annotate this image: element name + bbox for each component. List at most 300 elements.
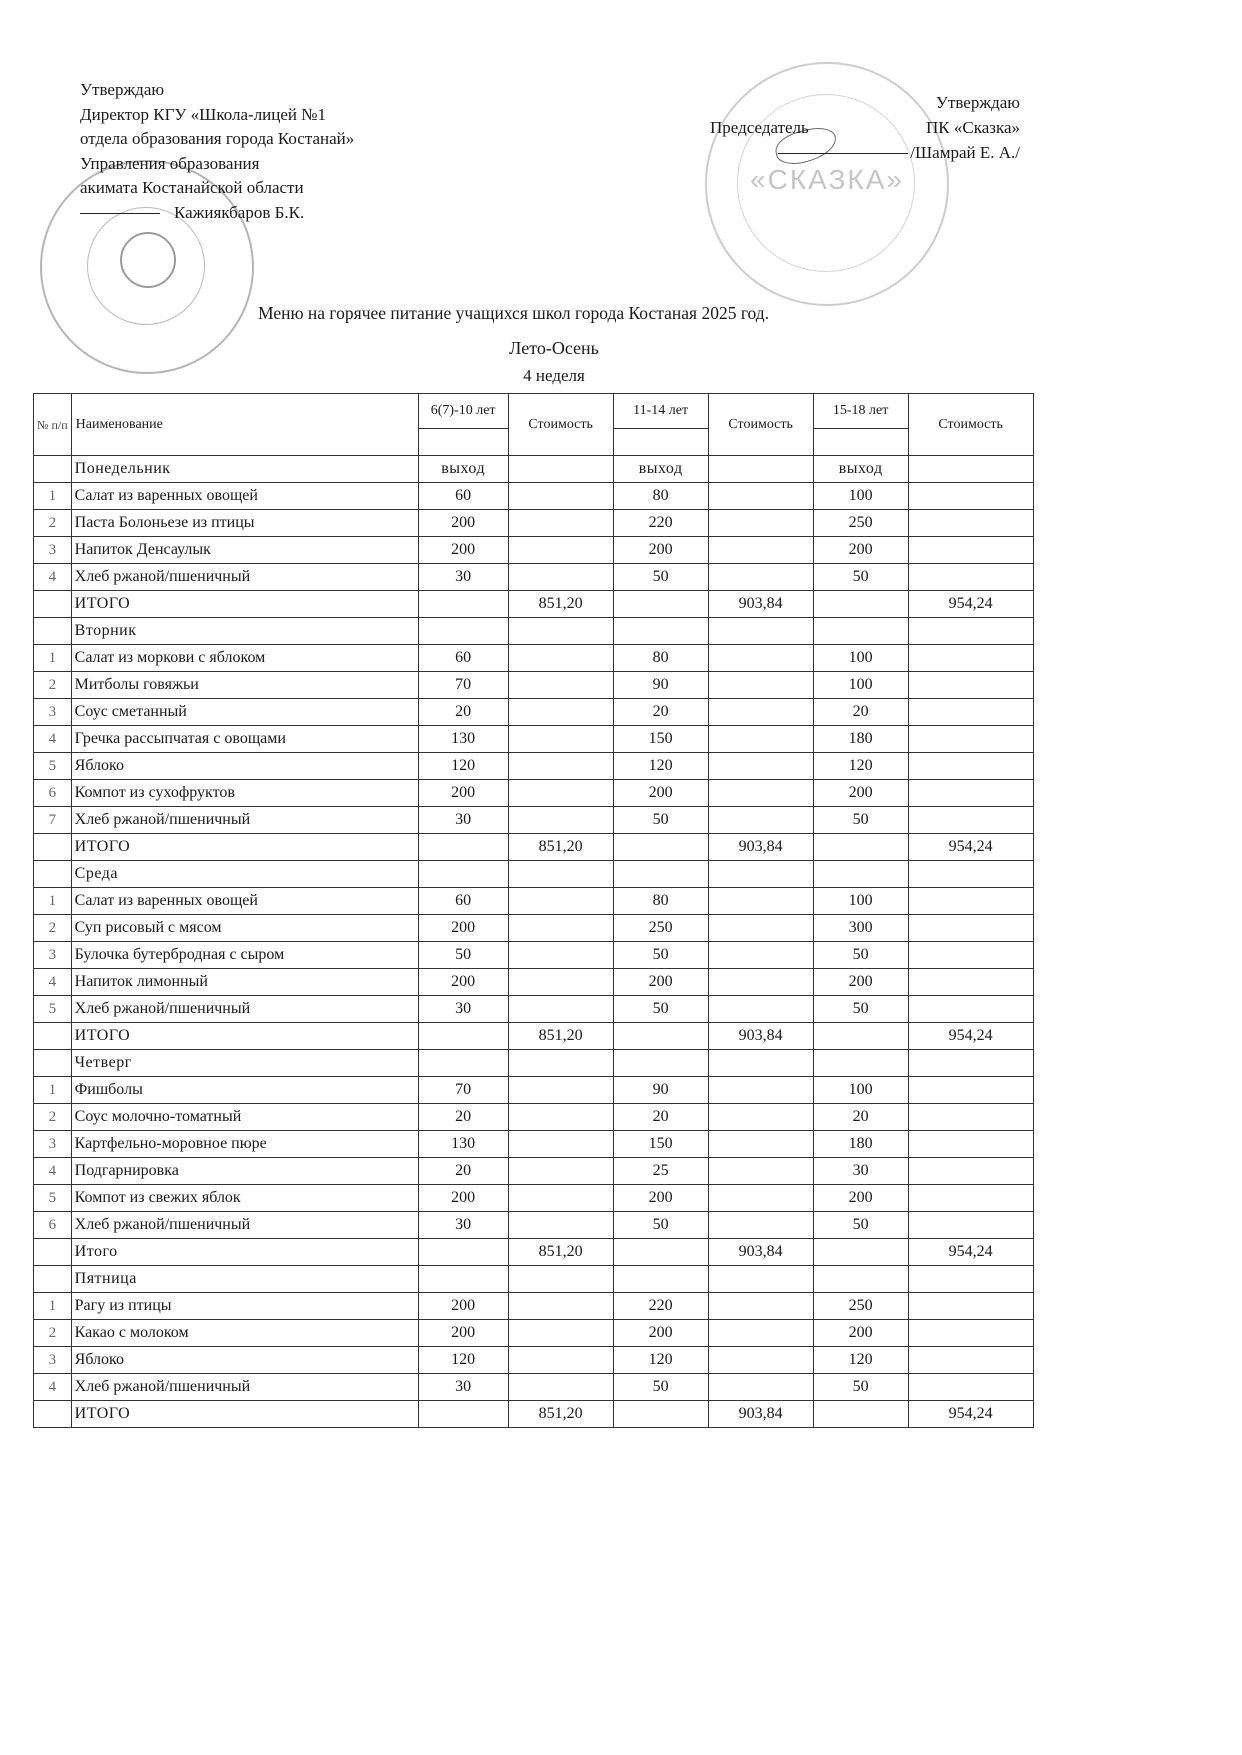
portion-6-10: 60	[418, 888, 508, 915]
total-row	[34, 834, 1034, 861]
total-blank-1	[418, 1401, 508, 1428]
dish-name: Компот из свежих яблок	[71, 1185, 418, 1212]
portion-15-18: 300	[813, 915, 908, 942]
cost-cell-1	[508, 1158, 613, 1185]
item-number: 1	[34, 1293, 72, 1320]
table-row	[34, 1131, 1034, 1158]
portion-11-14: 80	[613, 483, 708, 510]
item-number: 4	[34, 564, 72, 591]
cost-cell-3	[908, 645, 1033, 672]
total-cost-15-18: 954,24	[908, 1023, 1033, 1050]
total-blank-3	[813, 591, 908, 618]
day-num-blank	[34, 456, 72, 483]
portion-6-10: 50	[418, 942, 508, 969]
total-num-blank	[34, 834, 72, 861]
table-row	[34, 753, 1034, 780]
output-label-3	[813, 618, 908, 645]
portion-6-10: 20	[418, 1158, 508, 1185]
cost-cell-1	[508, 753, 613, 780]
item-number: 1	[34, 645, 72, 672]
item-number: 4	[34, 1158, 72, 1185]
portion-11-14: 220	[613, 510, 708, 537]
cost-cell-1	[508, 1293, 613, 1320]
portion-6-10: 200	[418, 780, 508, 807]
item-number: 2	[34, 510, 72, 537]
portion-15-18: 100	[813, 1077, 908, 1104]
portion-6-10: 200	[418, 915, 508, 942]
table-row	[34, 645, 1034, 672]
table-row	[34, 1320, 1034, 1347]
portion-11-14: 200	[613, 1320, 708, 1347]
total-cost-11-14: 903,84	[708, 1023, 813, 1050]
cost-cell-3	[908, 969, 1033, 996]
week-subtitle: 4 неделя	[523, 366, 585, 385]
cost-cell-1	[508, 1104, 613, 1131]
item-number: 3	[34, 1347, 72, 1374]
dish-name: Подгарнировка	[71, 1158, 418, 1185]
position-line	[710, 115, 1020, 140]
cost-blank-1	[508, 1266, 613, 1293]
table-row	[34, 1104, 1034, 1131]
cost-blank-3	[908, 861, 1033, 888]
portion-6-10: 200	[418, 969, 508, 996]
cost-cell-1	[508, 510, 613, 537]
cost-cell-3	[908, 483, 1033, 510]
portion-15-18: 250	[813, 510, 908, 537]
dish-name: Соус молочно-томатный	[71, 1104, 418, 1131]
portion-15-18: 50	[813, 1212, 908, 1239]
total-blank-1	[418, 834, 508, 861]
day-label: Вторник	[71, 618, 418, 645]
table-row	[34, 807, 1034, 834]
portion-15-18: 20	[813, 1104, 908, 1131]
total-blank-2	[613, 1023, 708, 1050]
dish-name: Хлеб ржаной/пшеничный	[71, 996, 418, 1023]
portion-15-18: 200	[813, 1320, 908, 1347]
item-number: 4	[34, 726, 72, 753]
item-number: 4	[34, 969, 72, 996]
table-row	[34, 780, 1034, 807]
header-age-6-10: 6(7)-10 лет	[418, 394, 508, 429]
cost-cell-1	[508, 888, 613, 915]
cost-cell-2	[708, 1320, 813, 1347]
dish-name: Хлеб ржаной/пшеничный	[71, 1212, 418, 1239]
approval-block-director	[80, 78, 354, 225]
dish-name: Соус сметанный	[71, 699, 418, 726]
total-row	[34, 1023, 1034, 1050]
cost-cell-1	[508, 780, 613, 807]
total-cost-11-14: 903,84	[708, 834, 813, 861]
cost-cell-2	[708, 564, 813, 591]
cost-cell-1	[508, 672, 613, 699]
portion-6-10: 70	[418, 1077, 508, 1104]
cost-blank-2	[708, 1266, 813, 1293]
header-age-11-14-blank	[613, 429, 708, 456]
item-number: 1	[34, 483, 72, 510]
total-blank-2	[613, 1239, 708, 1266]
table-row	[34, 510, 1034, 537]
cost-cell-1	[508, 942, 613, 969]
total-blank-1	[418, 1239, 508, 1266]
state-emblem-icon	[120, 232, 176, 288]
portion-15-18: 120	[813, 753, 908, 780]
day-label: Пятница	[71, 1266, 418, 1293]
cost-cell-1	[508, 726, 613, 753]
portion-11-14: 50	[613, 942, 708, 969]
header-cost-1: Стоимость	[508, 394, 613, 456]
dish-name: Паста Болоньезе из птицы	[71, 510, 418, 537]
cost-cell-1	[508, 483, 613, 510]
portion-6-10: 200	[418, 510, 508, 537]
cost-blank-1	[508, 456, 613, 483]
cost-cell-2	[708, 1374, 813, 1401]
output-label-2	[613, 1050, 708, 1077]
cost-cell-2	[708, 1131, 813, 1158]
cost-cell-2	[708, 726, 813, 753]
item-number: 3	[34, 942, 72, 969]
cost-cell-2	[708, 942, 813, 969]
cost-cell-1	[508, 564, 613, 591]
cost-cell-2	[708, 969, 813, 996]
total-blank-3	[813, 1239, 908, 1266]
output-label-2: выход	[613, 456, 708, 483]
total-cost-6-10: 851,20	[508, 1239, 613, 1266]
portion-15-18: 250	[813, 1293, 908, 1320]
portion-11-14: 50	[613, 1374, 708, 1401]
header-name: Наименование	[71, 394, 418, 456]
output-label-1	[418, 861, 508, 888]
table-row	[34, 942, 1034, 969]
total-blank-3	[813, 1023, 908, 1050]
cost-cell-2	[708, 699, 813, 726]
output-label-3	[813, 1266, 908, 1293]
cost-cell-3	[908, 915, 1033, 942]
item-number: 5	[34, 996, 72, 1023]
total-cost-15-18: 954,24	[908, 1239, 1033, 1266]
portion-11-14: 120	[613, 1347, 708, 1374]
portion-6-10: 200	[418, 1320, 508, 1347]
header-num: № п/п	[34, 394, 72, 456]
portion-15-18: 50	[813, 942, 908, 969]
dish-name: Гречка рассыпчатая с овощами	[71, 726, 418, 753]
cost-cell-3	[908, 888, 1033, 915]
portion-6-10: 30	[418, 1374, 508, 1401]
department-line: отдела образования города Костанай»	[80, 129, 355, 148]
cost-cell-2	[708, 645, 813, 672]
table-row	[34, 1212, 1034, 1239]
day-num-blank	[34, 618, 72, 645]
cost-blank-2	[708, 861, 813, 888]
output-label-3: выход	[813, 456, 908, 483]
header-age-15-18: 15-18 лет	[813, 394, 908, 429]
total-label: ИТОГО	[71, 834, 418, 861]
item-number: 6	[34, 780, 72, 807]
portion-11-14: 90	[613, 1077, 708, 1104]
cost-blank-1	[508, 1050, 613, 1077]
cost-cell-1	[508, 1077, 613, 1104]
table-row	[34, 1374, 1034, 1401]
dish-name: Напиток Денсаулык	[71, 537, 418, 564]
total-blank-1	[418, 1023, 508, 1050]
total-label: ИТОГО	[71, 1023, 418, 1050]
item-number: 1	[34, 1077, 72, 1104]
table-row	[34, 1077, 1034, 1104]
day-header-row	[34, 1266, 1034, 1293]
portion-6-10: 130	[418, 726, 508, 753]
cost-blank-3	[908, 1266, 1033, 1293]
portion-15-18: 50	[813, 1374, 908, 1401]
total-cost-11-14: 903,84	[708, 1401, 813, 1428]
day-header-row	[34, 456, 1034, 483]
portion-11-14: 250	[613, 915, 708, 942]
total-num-blank	[34, 1023, 72, 1050]
header-cost-3: Стоимость	[908, 394, 1033, 456]
cost-cell-3	[908, 1293, 1033, 1320]
dish-name: Компот из сухофруктов	[71, 780, 418, 807]
cost-cell-3	[908, 1374, 1033, 1401]
cost-blank-3	[908, 456, 1033, 483]
cost-cell-3	[908, 699, 1033, 726]
cost-cell-3	[908, 1104, 1033, 1131]
total-label: Итого	[71, 1239, 418, 1266]
cost-cell-2	[708, 1077, 813, 1104]
portion-15-18: 200	[813, 537, 908, 564]
cost-cell-2	[708, 1104, 813, 1131]
table-header-row	[34, 394, 1034, 429]
day-header-row	[34, 618, 1034, 645]
portion-6-10: 20	[418, 699, 508, 726]
cost-cell-2	[708, 1185, 813, 1212]
item-number: 1	[34, 888, 72, 915]
cost-blank-2	[708, 1050, 813, 1077]
portion-6-10: 30	[418, 807, 508, 834]
dish-name: Напиток лимонный	[71, 969, 418, 996]
portion-11-14: 200	[613, 537, 708, 564]
cost-cell-3	[908, 1077, 1033, 1104]
header-age-15-18-blank	[813, 429, 908, 456]
cost-cell-2	[708, 996, 813, 1023]
output-label-2	[613, 618, 708, 645]
dish-name: Салат из варенных овощей	[71, 888, 418, 915]
day-label: Среда	[71, 861, 418, 888]
position-label: Председатель	[710, 118, 809, 137]
dish-name: Булочка бутербродная с сыром	[71, 942, 418, 969]
day-header-row	[34, 861, 1034, 888]
portion-6-10: 30	[418, 996, 508, 1023]
portion-15-18: 20	[813, 699, 908, 726]
cost-blank-1	[508, 861, 613, 888]
total-cost-15-18: 954,24	[908, 1401, 1033, 1428]
day-num-blank	[34, 1266, 72, 1293]
total-cost-6-10: 851,20	[508, 1023, 613, 1050]
cost-cell-3	[908, 1320, 1033, 1347]
portion-15-18: 100	[813, 888, 908, 915]
dish-name: Картфельно-моровное пюре	[71, 1131, 418, 1158]
output-label-1	[418, 1050, 508, 1077]
cost-cell-2	[708, 537, 813, 564]
item-number: 6	[34, 1212, 72, 1239]
item-number: 2	[34, 915, 72, 942]
day-header-row	[34, 1050, 1034, 1077]
dish-name: Яблоко	[71, 753, 418, 780]
cost-cell-2	[708, 915, 813, 942]
cost-cell-1	[508, 1212, 613, 1239]
cost-cell-1	[508, 915, 613, 942]
cost-cell-2	[708, 807, 813, 834]
output-label-1	[418, 1266, 508, 1293]
portion-11-14: 25	[613, 1158, 708, 1185]
portion-11-14: 120	[613, 753, 708, 780]
portion-15-18: 180	[813, 1131, 908, 1158]
total-blank-2	[613, 834, 708, 861]
portion-11-14: 200	[613, 1185, 708, 1212]
portion-6-10: 120	[418, 753, 508, 780]
portion-11-14: 150	[613, 726, 708, 753]
day-label: Четверг	[71, 1050, 418, 1077]
day-num-blank	[34, 861, 72, 888]
cost-cell-3	[908, 807, 1033, 834]
item-number: 3	[34, 537, 72, 564]
total-num-blank	[34, 1401, 72, 1428]
dish-name: Фишболы	[71, 1077, 418, 1104]
total-blank-2	[613, 1401, 708, 1428]
table-row	[34, 969, 1034, 996]
portion-15-18: 50	[813, 996, 908, 1023]
dish-name: Митболы говяжьи	[71, 672, 418, 699]
cost-cell-2	[708, 510, 813, 537]
total-row	[34, 1401, 1034, 1428]
cost-cell-1	[508, 537, 613, 564]
total-row	[34, 1239, 1034, 1266]
dish-name: Хлеб ржаной/пшеничный	[71, 807, 418, 834]
item-number: 2	[34, 1320, 72, 1347]
menu-table	[33, 393, 1034, 1428]
org-name: ПК «Сказка»	[925, 118, 1020, 137]
cost-cell-2	[708, 753, 813, 780]
approval-block-union	[710, 90, 1020, 165]
cost-cell-3	[908, 1131, 1033, 1158]
table-row	[34, 483, 1034, 510]
cost-cell-3	[908, 537, 1033, 564]
seal-text: «СКАЗКА»	[750, 164, 904, 195]
signer-line	[80, 201, 354, 226]
cost-cell-2	[708, 1347, 813, 1374]
portion-11-14: 80	[613, 888, 708, 915]
dish-name: Салат из варенных овощей	[71, 483, 418, 510]
portion-11-14: 80	[613, 645, 708, 672]
portion-11-14: 20	[613, 699, 708, 726]
total-cost-15-18: 954,24	[908, 834, 1033, 861]
table-row	[34, 1293, 1034, 1320]
portion-15-18: 50	[813, 564, 908, 591]
day-label: Понедельник	[71, 456, 418, 483]
cost-cell-1	[508, 807, 613, 834]
portion-15-18: 120	[813, 1347, 908, 1374]
cost-cell-2	[708, 1212, 813, 1239]
item-number: 2	[34, 672, 72, 699]
portion-6-10: 60	[418, 483, 508, 510]
portion-15-18: 200	[813, 969, 908, 996]
portion-15-18: 100	[813, 483, 908, 510]
portion-11-14: 50	[613, 564, 708, 591]
table-row	[34, 996, 1034, 1023]
dish-name: Какао с молоком	[71, 1320, 418, 1347]
cost-blank-2	[708, 456, 813, 483]
dish-name: Салат из моркови с яблоком	[71, 645, 418, 672]
director-title: Директор КГУ «Школа-лицей №1	[80, 104, 326, 124]
cost-cell-3	[908, 996, 1033, 1023]
portion-15-18: 30	[813, 1158, 908, 1185]
portion-11-14: 220	[613, 1293, 708, 1320]
cost-cell-3	[908, 1212, 1033, 1239]
output-label-2	[613, 1266, 708, 1293]
output-label-1: выход	[418, 456, 508, 483]
dish-name: Хлеб ржаной/пшеничный	[71, 564, 418, 591]
approve-label: Утверждаю	[935, 93, 1020, 112]
cost-cell-1	[508, 996, 613, 1023]
item-number: 5	[34, 753, 72, 780]
header-age-6-10-blank	[418, 429, 508, 456]
portion-15-18: 100	[813, 645, 908, 672]
dish-name: Яблоко	[71, 1347, 418, 1374]
portion-6-10: 30	[418, 564, 508, 591]
portion-6-10: 130	[418, 1131, 508, 1158]
total-blank-1	[418, 591, 508, 618]
cost-cell-1	[508, 969, 613, 996]
cost-cell-1	[508, 645, 613, 672]
cost-cell-2	[708, 888, 813, 915]
total-blank-3	[813, 1401, 908, 1428]
total-cost-6-10: 851,20	[508, 1401, 613, 1428]
table-row	[34, 1185, 1034, 1212]
item-number: 2	[34, 1104, 72, 1131]
total-cost-15-18: 954,24	[908, 591, 1033, 618]
cost-cell-1	[508, 1131, 613, 1158]
signer-name: /Шамрай Е. А./	[910, 143, 1020, 162]
dish-name: Рагу из птицы	[71, 1293, 418, 1320]
portion-11-14: 50	[613, 807, 708, 834]
portion-11-14: 20	[613, 1104, 708, 1131]
cost-cell-2	[708, 780, 813, 807]
cost-cell-3	[908, 726, 1033, 753]
table-row	[34, 1158, 1034, 1185]
cost-cell-1	[508, 1320, 613, 1347]
portion-6-10: 70	[418, 672, 508, 699]
cost-cell-1	[508, 1347, 613, 1374]
cost-cell-1	[508, 1185, 613, 1212]
signer-line	[710, 140, 1020, 165]
approve-label: Утверждаю	[80, 80, 165, 99]
total-label: ИТОГО	[71, 1401, 418, 1428]
total-cost-6-10: 851,20	[508, 591, 613, 618]
cost-cell-1	[508, 1374, 613, 1401]
signer-name: Кажиякбаров Б.К.	[174, 202, 305, 222]
total-blank-2	[613, 591, 708, 618]
cost-cell-3	[908, 780, 1033, 807]
cost-cell-3	[908, 564, 1033, 591]
output-label-3	[813, 1050, 908, 1077]
table-row	[34, 699, 1034, 726]
cost-blank-3	[908, 618, 1033, 645]
cost-cell-3	[908, 753, 1033, 780]
cost-cell-2	[708, 672, 813, 699]
portion-6-10: 120	[418, 1347, 508, 1374]
header-cost-2: Стоимость	[708, 394, 813, 456]
portion-6-10: 200	[418, 1185, 508, 1212]
cost-cell-1	[508, 699, 613, 726]
total-cost-6-10: 851,20	[508, 834, 613, 861]
cost-cell-3	[908, 510, 1033, 537]
